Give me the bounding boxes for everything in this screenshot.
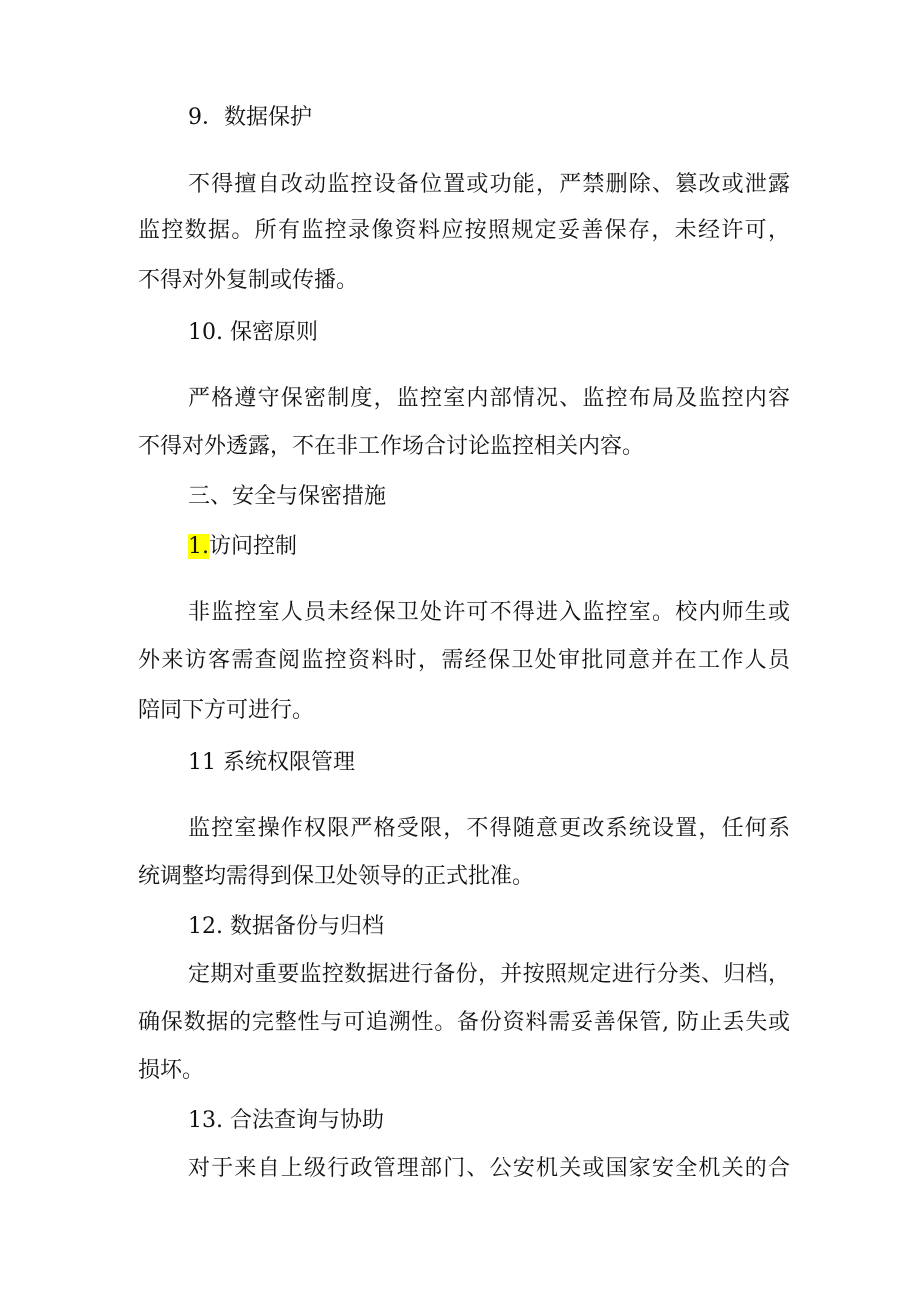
section-12-title-text: 12. 数据备份与归档 [188, 914, 384, 939]
section-9-body-line-1 [188, 170, 790, 200]
section-11-body-line-1 [188, 814, 790, 844]
section-11-body-line-2-text: 统调整均需得到保卫处领导的正式批准。 [138, 864, 535, 889]
section-9-body-line-3 [138, 266, 358, 296]
section-12-body-line-1 [188, 960, 790, 990]
section-12-body-line-1-text: 定期对重要监控数据进行备份，并按照规定进行分类、归档， [188, 962, 790, 987]
part-3-heading-text: 三、安全与保密措施 [188, 484, 387, 509]
section-12-title [188, 912, 384, 942]
section-11-title [188, 748, 355, 778]
section-9-body-line-2-text: 监控数据。所有监控录像资料应按照规定妥善保存，未经许可， [138, 218, 790, 243]
section-10-body-line-1 [188, 384, 790, 414]
section-11-body-line-2 [138, 862, 534, 892]
section-12-body-line-3 [138, 1056, 204, 1086]
part-3-heading [188, 482, 386, 512]
section-10-body-line-1-text: 严格遵守保密制度，监控室内部情况、监控布局及监控内容 [188, 386, 790, 411]
section-1-number-highlighted: 1. [188, 534, 209, 559]
section-1-title-text: 访问控制 [209, 534, 298, 559]
section-13-body-line-1-text: 对于来自上级行政管理部门、公安机关或国家安全机关的合 [188, 1156, 790, 1181]
section-12-body-line-2-text: 确保数据的完整性与可追溯性。备份资料需妥善保管, 防止丢失或 [138, 1010, 790, 1035]
section-9-body-line-1-text: 不得擅自改动监控设备位置或功能，严禁删除、篡改或泄露 [188, 172, 790, 197]
section-1-body-line-1 [188, 598, 790, 628]
section-1-body-line-2 [138, 646, 790, 676]
section-13-title [188, 1106, 384, 1136]
section-9-body-line-3-text: 不得对外复制或传播。 [138, 268, 359, 293]
section-1-title [188, 532, 297, 562]
section-10-title-text: 10. 保密原则 [188, 320, 318, 345]
section-9-title-text: 9．数据保护 [188, 105, 312, 130]
section-13-body-line-1 [188, 1154, 790, 1184]
section-10-title [188, 318, 318, 348]
section-1-body-line-3 [138, 696, 314, 726]
section-11-title-text: 11 系统权限管理 [188, 750, 355, 775]
section-11-body-line-1-text: 监控室操作权限严格受限，不得随意更改系统设置，任何系 [188, 816, 790, 841]
section-9-title [188, 103, 312, 133]
section-13-title-text: 13. 合法查询与协助 [188, 1108, 384, 1133]
section-10-body-line-2-text: 不得对外透露，不在非工作场合讨论监控相关内容。 [138, 434, 645, 459]
section-12-body-line-2 [138, 1008, 790, 1038]
section-10-body-line-2 [138, 432, 644, 462]
section-1-body-line-1-text: 非监控室人员未经保卫处许可不得进入监控室。校内师生或 [188, 600, 790, 625]
section-1-body-line-2-text: 外来访客需查阅监控资料时，需经保卫处审批同意并在工作人员 [138, 648, 790, 673]
section-1-body-line-3-text: 陪同下方可进行。 [138, 698, 315, 723]
section-9-body-line-2 [138, 216, 790, 246]
section-12-body-line-3-text: 损坏。 [138, 1058, 205, 1083]
